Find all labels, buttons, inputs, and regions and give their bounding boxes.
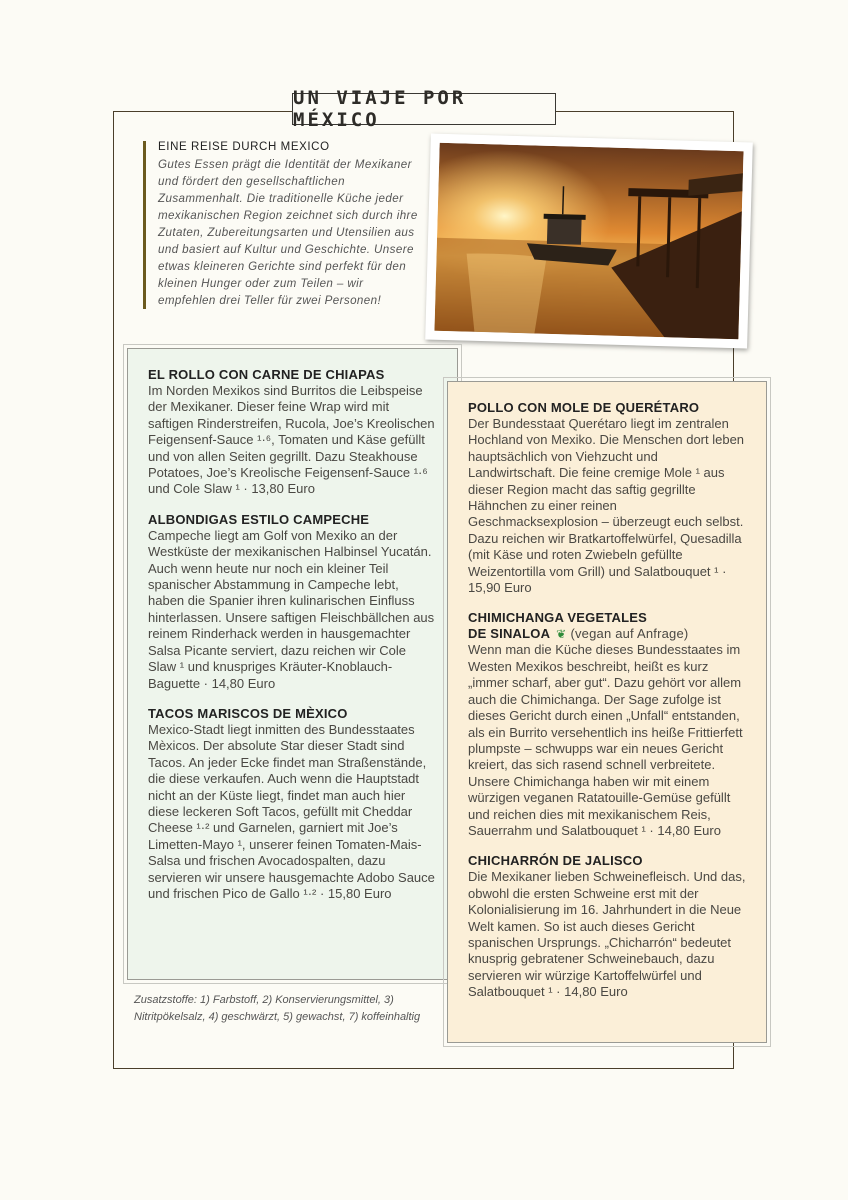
dish-title: ALBONDIGAS ESTILO CAMPECHE [148, 511, 370, 527]
dish-description: Die Mexikaner lieben Schweinefleisch. Und das, obwohl die ersten Schweine erst mit der Kolonialisierung im 16. Jahrhundert in die Neue Welt kamen. So ist auch dieses Gericht spanischen Ursprungs. „Chicharrón“ bedeutet knusprig gebratener Schweinebauch, dazu servieren wir würzige Kartoffelwürfel und Salatbouquet ¹ · 14,80 Euro [468, 869, 746, 1000]
dish-description: Campeche liegt am Golf von Mexiko an der Westküste der mexikanischen Halbinsel Yucatán. Auch wenn heute nur noch ein kleiner Teil spanischer Abstammung in Campeche lebt, haben die Spanier ihren kulinarischen Einfluss hinterlassen. Unsere saftigen Fleischbällchen aus reinem Rinderhack werden in hausgemachter Salsa Picante serviert, dazu reichen wir Cole Slaw ¹ und knuspriges Kräuter-Knoblauch-Baguette · 14,80 Euro [148, 527, 435, 691]
sunset-boat-image [434, 143, 743, 339]
menu-box-left [127, 348, 458, 980]
dish-title-line2: DE SINALOA [468, 626, 551, 642]
dish-item [468, 400, 746, 596]
dish-description: Der Bundesstaat Querétaro liegt im zentralen Hochland von Mexiko. Die Menschen dort leben hauptsächlich von Viehzucht und Landwirtschaft. Die feine cremige Mole ¹ aus dieser Region macht das saftig gegrillte Hähnchen zu einer reinen Geschmacksexplosion – überzeugt euch selbst. Dazu reichen wir Bratkartoffelwürfel, Quesadilla (mit Käse und roten Zwiebeln gefüllte Weizentortilla vom Grill) und Salatbouquet ¹ · 15,90 Euro [468, 416, 745, 596]
vegan-note: (vegan auf Anfrage) [570, 626, 689, 642]
dish-title: POLLO CON MOLE DE QUERÉTARO [468, 400, 700, 415]
dish-item [148, 367, 437, 498]
dish-title: CHICHARRÓN DE JALISCO [468, 853, 643, 869]
dish-title: EL ROLLO CON CARNE DE CHIAPAS [148, 367, 385, 382]
intro-heading: EINE REISE DURCH MEXICO [158, 141, 330, 153]
dish-title-line1: CHIMICHANGA VEGETALES [468, 610, 647, 626]
intro-section [143, 141, 423, 309]
dish-item [148, 706, 437, 902]
menu-box-right [447, 381, 767, 1043]
page-title: UN VIAJE POR MÉXICO [293, 87, 467, 131]
dish-item [468, 610, 746, 839]
dish-title: TACOS MARISCOS DE MÈXICO [148, 705, 348, 721]
dish-description: Wenn man die Küche dieses Bundesstaates im Westen Mexikos beschreibt, heißt es kurz „immer scharf, aber gut“. Dazu gehört vor allem auch die Chimichanga. Der Sage zufolge ist dieses Gericht durch einen „Unfall“ entstanden, als ein Burrito versehentlich ins heiße Frittierfett plumpste – schwupps war ein neues Gericht kreiert, das sich rasend schnell verbreitete. Unsere Chimichanga haben wir mit einem würzigen veganen Ratatouille-Gemüse gefüllt und reichen dies mit mexikanischem Reis, Sauerrahm und Salatbouquet ¹ · 14,80 Euro [468, 642, 743, 838]
page-title-box [292, 87, 556, 131]
dish-description: Mexico-Stadt liegt inmitten des Bundesstaates Mèxicos. Der absolute Star dieser Stadt sind Tacos. An jeder Ecke findet man Straßenstände, die diese verkaufen. Auch wenn die Hauptstadt nicht an der Küste liegt, findet man auch hier diese leckeren Soft Tacos, gefüllt mit Cheddar Cheese ¹·² und Garnelen, garniert mit Joe’s Limetten-Mayo ¹, unserer feinen Tomaten-Mais-Salsa und frischen Avocadospalten, dazu servieren wir unsere hausgemachte Adobo Sauce und frischen Pico de Gallo ¹·² · 15,80 Euro [148, 721, 435, 901]
intro-text: Gutes Essen prägt die Identität der Mexikaner und fördert den gesellschaftlichen Zusammenhalt. Die traditionelle Küche jeder mexikanischen Region zeichnet sich durch ihre Zutaten, Zubereitungsarten und Utensilien aus und basiert auf Kultur und Geschichte. Unsere etwas kleineren Gerichte sind perfekt für den kleinen Hunger oder zum Teilen – wir empfehlen drei Teller für zwei Personen! [158, 158, 418, 307]
dish-description: Im Norden Mexikos sind Burritos die Leibspeise der Mexikaner. Dieser feine Wrap wird mit saftigen Rinderstreifen, Rucola, Joe’s Kreolischen Feigensenf-Sauce ¹·⁶, Tomaten und Käse gefüllt und von allen Seiten gegrillt. Dazu Steakhouse Potatoes, Joe’s Kreolische Feigensenf-Sauce ¹·⁶ und Cole Slaw ¹ · 13,80 Euro [148, 383, 435, 497]
dish-title [468, 610, 746, 642]
dish-item [468, 853, 746, 1000]
sunset-pier-photo [425, 134, 753, 349]
leaf-icon: ❦ [556, 627, 567, 642]
dish-item [148, 512, 437, 692]
additives-footnote: Zusatzstoffe: 1) Farbstoff, 2) Konservierungsmittel, 3) Nitritpökelsalz, 4) geschwärzt, 5) gewachst, 7) koffeinhaltig [134, 994, 421, 1023]
